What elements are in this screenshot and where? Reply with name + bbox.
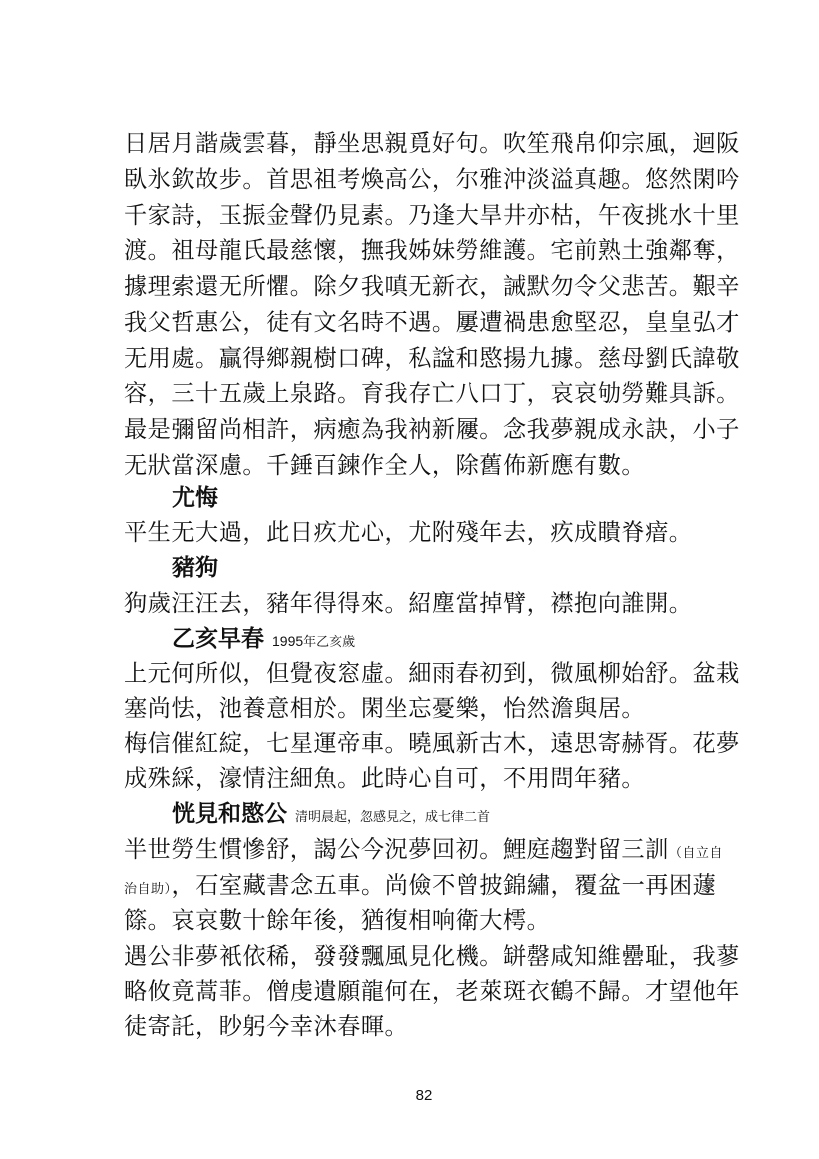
text-line: 塞尚怯，池養意相於。閑坐忘憂樂，怡然澹與居。	[124, 695, 646, 722]
text-main: 半世勞生慣慘舒，謁公今況夢回初。鯉庭趨對留三訓	[124, 836, 669, 863]
text-line: 篨。哀哀數十餘年後，猶復相响衛大樗。	[124, 907, 551, 934]
section-title: 豬狗	[172, 555, 218, 581]
section-heading	[172, 797, 490, 835]
text-line: 狗歲汪汪去，豬年得得來。紹塵當掉臂，襟抱向誰開。	[124, 590, 693, 617]
text-line: 據理索還无所懼。除夕我嗔无新衣，誡默勿令父悲苦。艱辛	[124, 273, 740, 300]
text-line: 无用處。贏得鄉親樹口碑，私諡和愍揚九據。慈母劉氏諱敬	[124, 345, 740, 372]
text-line: 日居月諧歲雲暮，靜坐思親覓好句。吹笙飛帛仰宗風，迴阪	[124, 130, 740, 157]
text-main: ，石室藏書念五車。尚儉不曾披錦繡，覆盆一再困蘧	[171, 872, 717, 899]
text-line: 上元何所似，但覺夜窓虛。細雨春初到，微風柳始舒。盆栽	[124, 660, 740, 687]
section-year: 1995	[272, 633, 304, 649]
text-line: 遇公非夢衹依稀，發發飄風見化機。缾罄咸知維罍耻，我蓼	[124, 943, 740, 970]
section-title: 乙亥早春	[172, 626, 264, 652]
section-note: 年乙亥歲	[303, 635, 356, 650]
inline-note: 治自助）	[124, 882, 172, 897]
section-note: 清明晨起，忽感見之，成七律二首	[295, 810, 491, 825]
section-heading	[172, 622, 355, 660]
text-line: 平生无大過，此日疚尤心，尤附殘年去，疚成瞶脊瘖。	[124, 519, 693, 546]
text-line: 最是彌留尚相許，病癒為我衲新屨。念我夢親成永訣，小子	[124, 416, 740, 443]
text-line: 略攸竟蒿菲。僧虔遺願龍何在，老萊斑衣鶴不歸。才望他年	[124, 978, 740, 1005]
text-line: 无狀當深慮。千錘百鍊作全人，除舊佈新應有數。	[124, 452, 646, 479]
inline-note: （自立自	[668, 846, 723, 861]
page-number: 82	[415, 1087, 433, 1104]
text-line: 徒寄託，眇躬今幸沐春暉。	[124, 1013, 409, 1040]
section-title: 恍見和愍公	[172, 801, 287, 827]
text-line: 渡。祖母龍氏最慈懷，撫我姊妹勞維護。宅前熟土強鄰奪，	[124, 237, 740, 264]
text-line: 成殊綵，濠情注細魚。此時心自可，不用問年豬。	[124, 765, 646, 792]
text-line	[124, 869, 724, 907]
text-line: 我父哲惠公，徒有文名時不遇。屢遭禍患愈堅忍，皇皇弘才	[124, 309, 740, 336]
text-line	[124, 833, 724, 871]
text-line: 臥氷欽故步。首思祖考煥高公，尔雅沖淡溢真趣。悠然閑吟	[124, 166, 740, 193]
text-line: 梅信催紅綻，七星運帝車。曉風新古木，遠思寄赫胥。花夢	[124, 730, 740, 757]
section-title: 尤悔	[172, 485, 218, 511]
text-line: 千家詩，玉振金聲仍見素。乃逢大旱井亦枯，午夜挑水十里	[124, 202, 740, 229]
text-line: 容，三十五歲上泉路。育我存亡八口丁，哀哀劬勞難具訴。	[124, 380, 740, 407]
